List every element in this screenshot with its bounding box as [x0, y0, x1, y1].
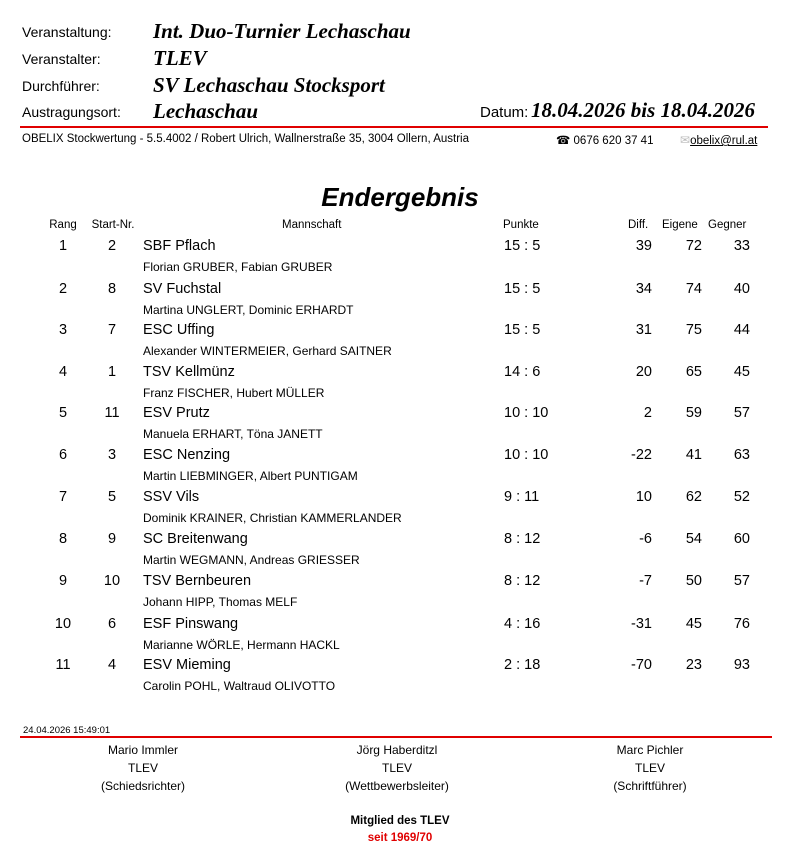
team-name: SV Fuchstal [143, 281, 222, 297]
signature-name: Mario Immler [107, 743, 178, 757]
team-name: ESC Nenzing [143, 447, 231, 463]
rang: 9 [58, 573, 68, 589]
team-players: Marianne WÖRLE, Hermann HACKL [143, 638, 340, 652]
team-name: ESV Prutz [143, 405, 210, 421]
table-row [0, 281, 800, 323]
table-row [0, 573, 800, 615]
eigene: 59 [685, 405, 702, 421]
team-players: Franz FISCHER, Hubert MÜLLER [143, 386, 325, 400]
diff: -31 [631, 616, 652, 632]
table-row [0, 616, 800, 658]
eigene: 72 [685, 238, 702, 254]
start-nr: 1 [107, 364, 117, 380]
value-durchfuehrer: SV Lechaschau Stocksport [153, 73, 385, 97]
eigene: 23 [685, 657, 702, 673]
eigene: 50 [685, 573, 702, 589]
header-divider [20, 126, 768, 128]
rang: 1 [58, 238, 68, 254]
col-header-gegner: Gegner [708, 219, 747, 231]
signature-role: (Schriftführer) [613, 779, 687, 793]
gegner: 44 [733, 322, 750, 338]
eigene: 54 [685, 531, 702, 547]
team-players: Martin LIEBMINGER, Albert PUNTIGAM [143, 469, 358, 483]
rang: 11 [55, 657, 71, 673]
table-row [0, 238, 800, 280]
gegner: 76 [733, 616, 750, 632]
label-durchfuehrer: Durchführer: [22, 78, 100, 94]
team-name: ESC Uffing [143, 322, 215, 338]
table-row [0, 657, 800, 699]
punkte: 8 : 12 [504, 573, 541, 589]
start-nr: 2 [107, 238, 117, 254]
diff: -6 [639, 531, 652, 547]
punkte: 9 : 11 [504, 489, 540, 505]
team-name: TSV Kellmünz [143, 364, 235, 380]
email-info [680, 133, 757, 147]
punkte: 10 : 10 [504, 405, 549, 421]
gegner: 45 [733, 364, 750, 380]
table-row [0, 531, 800, 573]
punkte: 2 : 18 [504, 657, 541, 673]
table-row [0, 364, 800, 406]
team-players: Martin WEGMANN, Andreas GRIESSER [143, 553, 360, 567]
punkte: 8 : 12 [504, 531, 541, 547]
signature-name: Jörg Haberditzl [356, 743, 438, 757]
team-players: Alexander WINTERMEIER, Gerhard SAITNER [143, 344, 392, 358]
label-veranstalter: Veranstalter: [22, 51, 101, 67]
team-players: Dominik KRAINER, Christian KAMMERLANDER [143, 511, 402, 525]
diff: 31 [635, 322, 652, 338]
eigene: 65 [685, 364, 702, 380]
signature-wettbewerbsleiter [297, 741, 497, 795]
rang: 2 [58, 281, 68, 297]
rang: 8 [58, 531, 68, 547]
rang: 10 [54, 616, 72, 632]
start-nr: 10 [103, 573, 121, 589]
team-players: Florian GRUBER, Fabian GRUBER [143, 260, 333, 274]
value-veranstaltung: Int. Duo-Turnier Lechaschau [153, 19, 411, 43]
team-name: ESF Pinswang [143, 616, 239, 632]
gegner: 57 [733, 405, 750, 421]
email-link[interactable]: obelix@rul.at [690, 135, 758, 147]
punkte: 14 : 6 [504, 364, 541, 380]
team-players: Martina UNGLERT, Dominic ERHARDT [143, 303, 354, 317]
value-austragungsort: Lechaschau [153, 99, 258, 123]
diff: 39 [635, 238, 652, 254]
datum-label: Datum: [480, 104, 529, 121]
team-name: TSV Bernbeuren [143, 573, 252, 589]
software-info: OBELIX Stockwertung - 5.5.4002 / Robert Ulrich, Wallnerstraße 35, 3004 Ollern, Austria [22, 133, 470, 145]
signature-role: (Wettbewerbsleiter) [345, 779, 449, 793]
diff: -22 [631, 447, 652, 463]
diff: 34 [635, 281, 652, 297]
footer-divider [20, 736, 772, 738]
phone-icon: ☎ [556, 135, 571, 147]
start-nr: 11 [104, 405, 120, 421]
eigene: 75 [685, 322, 702, 338]
gegner: 52 [733, 489, 750, 505]
table-row [0, 489, 800, 531]
diff: 2 [643, 405, 652, 421]
member-line: Mitglied des TLEV [350, 815, 450, 827]
label-austragungsort: Austragungsort: [22, 104, 121, 120]
signature-org: TLEV [634, 761, 665, 775]
table-row [0, 405, 800, 447]
phone-number: 0676 620 37 41 [573, 135, 654, 147]
team-players: Carolin POHL, Waltraud OLIVOTTO [143, 679, 336, 693]
start-nr: 9 [107, 531, 117, 547]
table-row [0, 447, 800, 489]
punkte: 10 : 10 [504, 447, 549, 463]
datum-value: 18.04.2026 bis 18.04.2026 [531, 98, 756, 122]
value-veranstalter: TLEV [153, 46, 207, 70]
gegner: 63 [733, 447, 750, 463]
rang: 5 [58, 405, 68, 421]
punkte: 15 : 5 [504, 238, 541, 254]
start-nr: 3 [107, 447, 117, 463]
rang: 3 [58, 322, 68, 338]
team-players: Johann HIPP, Thomas MELF [143, 595, 298, 609]
team-players: Manuela ERHART, Töna JANETT [143, 427, 323, 441]
start-nr: 5 [107, 489, 117, 505]
signature-org: TLEV [381, 761, 412, 775]
phone-info [556, 133, 653, 147]
gegner: 93 [733, 657, 750, 673]
print-timestamp: 24.04.2026 15:49:01 [23, 725, 111, 736]
start-nr: 8 [107, 281, 117, 297]
diff: 20 [635, 364, 652, 380]
signature-role: (Schiedsrichter) [100, 779, 186, 793]
gegner: 60 [733, 531, 750, 547]
team-name: ESV Mieming [143, 657, 231, 673]
col-header-diff: Diff. [628, 219, 649, 231]
diff: -7 [639, 573, 652, 589]
eigene: 62 [685, 489, 702, 505]
eigene: 74 [685, 281, 702, 297]
col-header-startnr: Start-Nr. [91, 219, 135, 231]
gegner: 57 [733, 573, 750, 589]
rang: 6 [58, 447, 68, 463]
signature-schiedsrichter [43, 741, 243, 795]
signature-name: Marc Pichler [616, 743, 684, 757]
start-nr: 4 [107, 657, 117, 673]
signature-schriftfuehrer [550, 741, 750, 795]
col-header-mannschaft: Mannschaft [282, 219, 342, 231]
punkte: 15 : 5 [504, 322, 541, 338]
member-since: seit 1969/70 [367, 832, 433, 844]
punkte: 15 : 5 [504, 281, 541, 297]
table-row [0, 322, 800, 364]
col-header-eigene: Eigene [662, 219, 698, 231]
team-name: SSV Vils [143, 489, 200, 505]
start-nr: 7 [107, 322, 117, 338]
team-name: SBF Pflach [143, 238, 216, 254]
label-veranstaltung: Veranstaltung: [22, 24, 112, 40]
mail-icon: ✉ [680, 133, 691, 147]
rang: 4 [58, 364, 68, 380]
page-title: Endergebnis [321, 182, 479, 212]
team-name: SC Breitenwang [143, 531, 248, 547]
gegner: 33 [733, 238, 750, 254]
diff: 10 [635, 489, 652, 505]
eigene: 41 [685, 447, 702, 463]
start-nr: 6 [107, 616, 117, 632]
eigene: 45 [685, 616, 702, 632]
rang: 7 [58, 489, 68, 505]
col-header-rang: Rang [49, 219, 77, 231]
diff: -70 [631, 657, 652, 673]
gegner: 40 [733, 281, 750, 297]
col-header-punkte: Punkte [503, 219, 539, 231]
signature-org: TLEV [127, 761, 158, 775]
punkte: 4 : 16 [504, 616, 541, 632]
